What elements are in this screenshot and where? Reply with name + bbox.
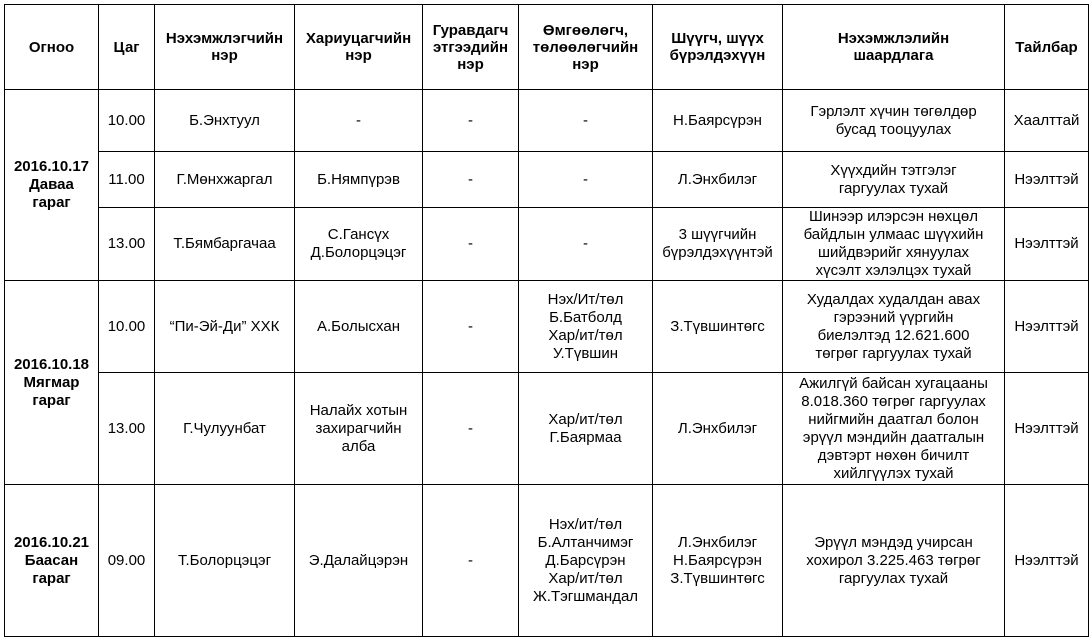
header-third-party: Гуравдагч этгээдийн нэр [423,5,519,90]
header-date: Огноо [5,5,99,90]
date-cell [5,485,99,637]
claim-line: Хүүхдийн тэтгэлэг [830,161,957,179]
date-cell [5,281,99,485]
claim-line: төгрөг гаргуулах тухай [815,344,972,362]
judge-line: З.Түвшинтөгс [670,317,765,335]
plaintiff-line: Г.Чулуунбат [183,419,266,437]
date-line: гараг [32,391,71,409]
claim-line: хүсэлт хэлэлцэх тухай [815,262,972,279]
claim-cell [783,208,1005,281]
representative-cell [519,281,653,373]
judge-cell [653,281,783,373]
judge-line: Л.Энхбилэг [677,533,758,551]
representative-line: Б.Батболд [549,308,622,326]
representative-line: Ж.Тэгшмандал [532,587,639,605]
claim-line: Гэрлэлт хүчин төгөлдөр [810,102,977,120]
plaintiff-cell [155,90,295,152]
defendant-line: Э.Далайцэрэн [308,551,409,569]
date-cell [5,90,99,281]
representative-cell [519,90,653,152]
judge-line: Н.Баярсүрэн [673,551,762,569]
representative-line: Нэх/ит/төл [548,515,623,533]
date-line: 2016.10.17 [13,158,90,175]
representative-cell [519,208,653,281]
claim-line: Ажилгүй байсан хугацааны [799,374,988,392]
note-cell: Нээлттэй [1005,208,1089,281]
defendant-cell [295,281,423,373]
claim-cell [783,90,1005,152]
date-line: гараг [32,569,71,587]
representative-line: У.Түвшин [552,344,619,362]
claim-line: хийлгүүлэх тухай [833,464,954,482]
defendant-cell [295,152,423,208]
defendant-line: алба [341,437,376,455]
time-cell: 10.00 [99,90,155,152]
representative-cell [519,485,653,637]
defendant-cell [295,373,423,485]
representative-line: Б.Алтанчимэг [537,533,634,551]
judge-cell [653,373,783,485]
table-row [5,485,1089,637]
claim-line: 8.018.360 төгрөг гаргуулах [801,392,986,410]
judge-cell [653,208,783,281]
judge-line: З.Түвшинтөгс [670,569,765,587]
claim-line: гэрээний үүргийн [833,308,954,326]
representative-line: Хар/ит/төл [548,410,623,428]
representative-cell [519,152,653,208]
third-party-cell [423,208,519,281]
claim-cell [783,152,1005,208]
representative-line: - [583,235,588,252]
date-line: Мягмар [23,373,80,391]
representative-cell [519,373,653,485]
judge-cell [653,485,783,637]
note-cell: Нээлттэй [1005,152,1089,208]
header-representative: Өмгөөлөгч, төлөөлөгчийн нэр [519,5,653,90]
claim-cell [783,373,1005,485]
representative-line: Хар/ит/төл [548,569,623,587]
plaintiff-line: Г.Мөнхжаргал [176,170,273,188]
third-party-cell [423,373,519,485]
defendant-line: Д.Болорцэцэг [310,244,407,261]
table-row [5,152,1089,208]
judge-line: 3 шүүгчийн [678,226,757,243]
third-party-line: - [468,317,473,335]
header-claim: Нэхэмжлэлийн шаардлага [783,5,1005,90]
plaintiff-cell [155,208,295,281]
claim-line: гаргуулах тухай [838,179,949,197]
plaintiff-cell [155,152,295,208]
judge-line: Л.Энхбилэг [677,419,758,437]
court-schedule-table [4,4,1089,637]
plaintiff-line: Б.Энхтуул [189,111,260,129]
judge-line: бүрэлдэхүүнтэй [662,244,773,261]
header-note: Тайлбар [1005,5,1089,90]
defendant-line: С.Гансүх [327,226,390,243]
third-party-line: - [468,170,473,188]
time-cell: 11.00 [99,152,155,208]
header-defendant: Хариуцагчийн нэр [295,5,423,90]
defendant-cell [295,90,423,152]
third-party-cell [423,90,519,152]
date-line: 2016.10.21 [13,533,90,551]
third-party-cell [423,281,519,373]
defendant-line: захирагчийн [315,419,402,437]
header-time: Цаг [99,5,155,90]
plaintiff-cell [155,281,295,373]
representative-line: Хар/ит/төл [548,326,623,344]
third-party-cell [423,485,519,637]
third-party-line: - [468,111,473,129]
plaintiff-line: Т.Болорцэцэг [177,551,272,569]
note-cell: Нээлттэй [1005,373,1089,485]
claim-line: эрүүл мэндийн даатгалын [802,428,985,446]
plaintiff-cell [155,485,295,637]
claim-line: хохирол 3.225.463 төгрөг [806,551,981,569]
judge-line: Л.Энхбилэг [677,170,758,188]
claim-line: байдлын улмаас шүүхийн [803,226,984,243]
note-cell: Хаалттай [1005,90,1089,152]
third-party-line: - [468,235,473,252]
representative-line: Нэх/Ит/төл [547,290,624,308]
time-cell: 13.00 [99,208,155,281]
table-row [5,90,1089,152]
defendant-line: Б.Нямпүрэв [317,170,400,188]
plaintiff-line: “Пи-Эй-Ди” ХХК [169,317,280,335]
claim-line: биелэлтэд 12.621.600 [817,326,970,344]
representative-line: - [583,170,588,188]
defendant-line: Налайх хотын [309,401,408,419]
claim-cell [783,281,1005,373]
claim-line: Худалдах худалдан авах [806,290,981,308]
date-line: Баасан [24,551,79,569]
third-party-cell [423,152,519,208]
third-party-line: - [468,551,473,569]
claim-line: бусад тооцуулах [835,120,952,138]
representative-line: Д.Барсүрэн [545,551,626,569]
defendant-line: - [356,111,361,129]
date-line: 2016.10.18 [13,355,90,373]
representative-line: Г.Баярмаа [549,428,622,446]
plaintiff-cell [155,373,295,485]
note-cell: Нээлттэй [1005,281,1089,373]
date-line: Даваа [29,176,74,193]
header-row [5,5,1089,90]
claim-line: Эрүүл мэндэд учирсан [814,533,973,551]
time-cell: 09.00 [99,485,155,637]
time-cell: 13.00 [99,373,155,485]
plaintiff-line: Т.Бямбаргачаа [173,235,276,252]
judge-line: Н.Баярсүрэн [673,111,762,129]
claim-line: Шинээр илэрсэн нөхцөл [809,208,978,225]
table-row [5,208,1089,281]
defendant-cell [295,208,423,281]
claim-line: дэвтэрт нөхөн бичилт [817,446,970,464]
defendant-line: А.Болысхан [316,317,401,335]
table-row [5,281,1089,373]
judge-cell [653,152,783,208]
defendant-cell [295,485,423,637]
note-cell: Нээлттэй [1005,485,1089,637]
header-judge: Шүүгч, шүүх бүрэлдэхүүн [653,5,783,90]
claim-line: гаргуулах тухай [838,569,949,587]
representative-line: - [583,111,588,129]
claim-cell [783,485,1005,637]
judge-cell [653,90,783,152]
claim-line: нийгмийн даатгал болон [808,410,979,428]
third-party-line: - [468,419,473,437]
date-line: гараг [32,194,71,211]
table-row [5,373,1089,485]
claim-line: шийдвэрийг хянуулах [817,244,970,261]
time-cell: 10.00 [99,281,155,373]
header-plaintiff: Нэхэмжлэгчийн нэр [155,5,295,90]
